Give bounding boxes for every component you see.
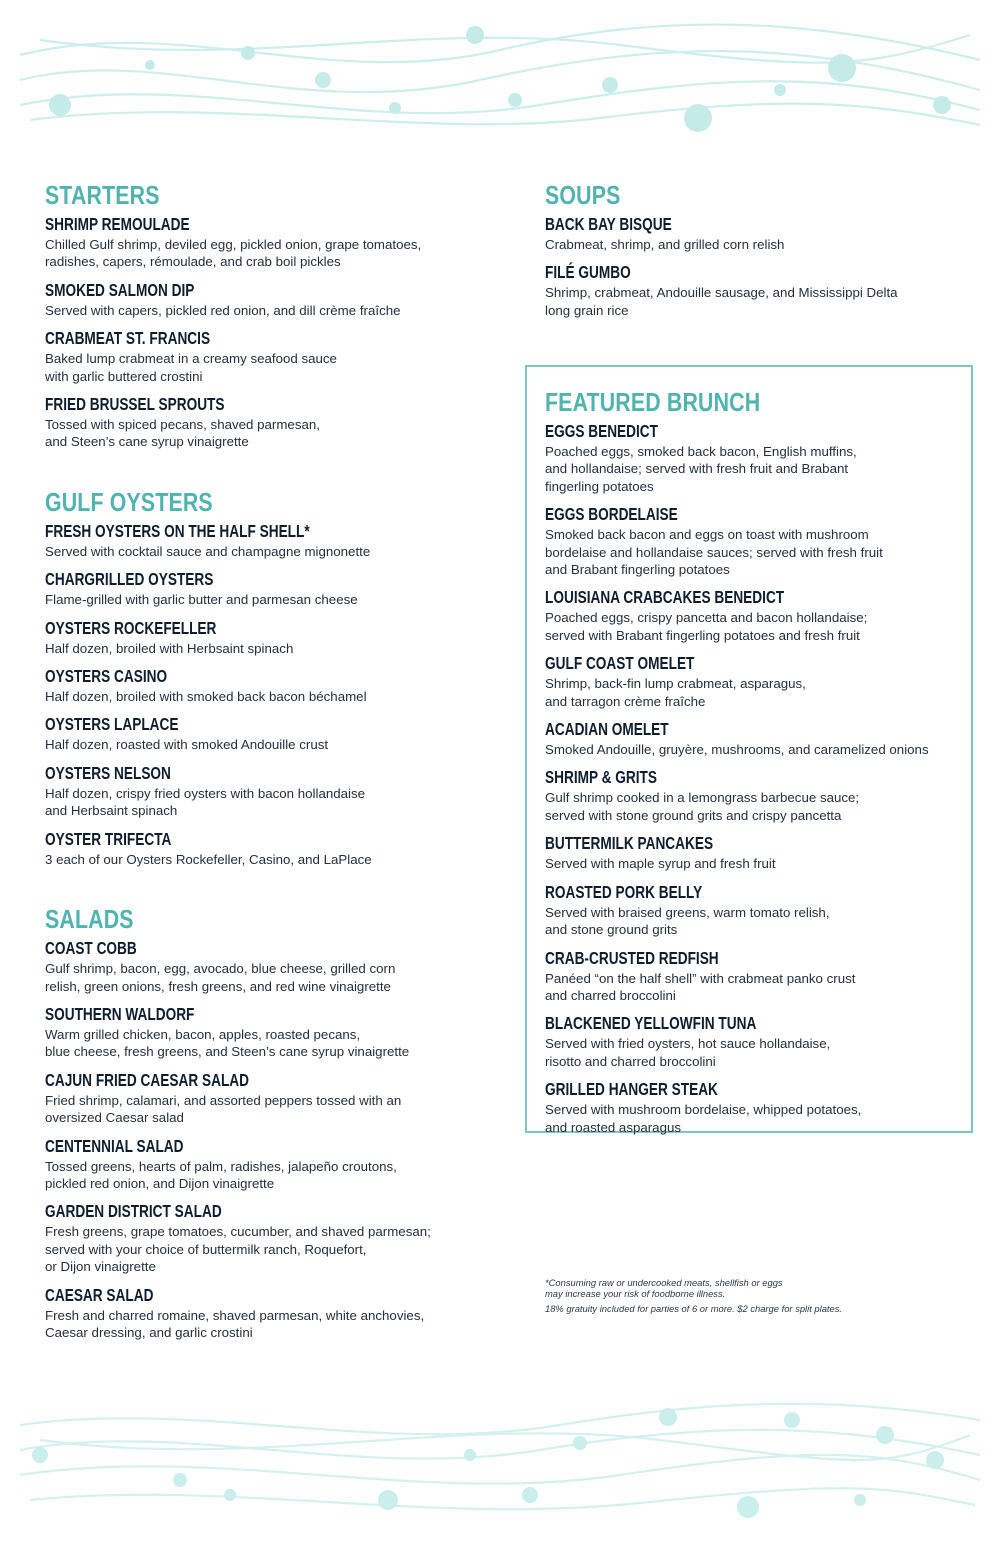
menu-item bbox=[45, 1004, 485, 1061]
item-name: CENTENNIAL SALAD bbox=[45, 1135, 184, 1156]
footnote bbox=[545, 1277, 965, 1318]
item-description: Baked lump crabmeat in a creamy seafood sauce with garlic buttered crostini bbox=[45, 351, 337, 384]
menu-item bbox=[45, 1285, 485, 1342]
item-name: ROASTED PORK BELLY bbox=[545, 881, 703, 902]
salads-section bbox=[45, 904, 485, 1341]
item-name: OYSTERS ROCKEFELLER bbox=[45, 617, 217, 638]
left-column bbox=[45, 180, 485, 1377]
menu-item bbox=[545, 719, 965, 758]
item-name: GRILLED HANGER STEAK bbox=[545, 1079, 718, 1100]
menu-item bbox=[45, 714, 485, 753]
item-description: Warm grilled chicken, bacon, apples, roasted pecans, blue cheese, fresh greens, and Steen’s cane syrup vinaigrette bbox=[45, 1026, 410, 1060]
item-name: EGGS BENEDICT bbox=[545, 421, 659, 441]
item-name: SMOKED SALMON DIP bbox=[45, 279, 195, 300]
section-title: SOUPS bbox=[545, 180, 621, 210]
item-name: FRESH OYSTERS ON THE HALF SHELL* bbox=[45, 520, 310, 541]
item-name: FILÉ GUMBO bbox=[545, 262, 631, 283]
menu-item bbox=[545, 882, 965, 939]
menu-item bbox=[545, 1013, 965, 1070]
item-description: Smoked back bacon and eggs on toast with mushroom bordelaise and hollandaise sauces; served with fresh fruit and Brabant fingerling potatoes bbox=[545, 527, 883, 578]
item-description: Half dozen, broiled with smoked back bacon béchamel bbox=[45, 689, 367, 705]
bottom-wave-decoration bbox=[0, 1395, 1000, 1535]
menu-item bbox=[45, 1201, 485, 1275]
item-name: OYSTERS NELSON bbox=[45, 762, 171, 783]
item-name: ACADIAN OMELET bbox=[545, 719, 669, 740]
item-name: BACK BAY BISQUE bbox=[545, 214, 672, 234]
menu-item bbox=[45, 569, 485, 608]
top-wave-decoration bbox=[0, 10, 1000, 145]
menu-item bbox=[45, 938, 485, 995]
menu-item bbox=[45, 618, 485, 657]
soups-section bbox=[545, 180, 955, 365]
menu-item bbox=[45, 394, 485, 451]
menu-item bbox=[545, 1079, 965, 1136]
item-name: OYSTER TRIFECTA bbox=[45, 828, 172, 849]
item-name: SHRIMP & GRITS bbox=[545, 767, 658, 788]
item-description: Shrimp, crabmeat, Andouille sausage, and Mississippi Delta long grain rice bbox=[545, 285, 898, 318]
item-name: CRABMEAT ST. FRANCIS bbox=[45, 328, 211, 349]
item-name: LOUISIANA CRABCAKES BENEDICT bbox=[545, 587, 785, 608]
gratuity-note: 18% gratuity included for parties of 6 or more. $2 charge for split plates. bbox=[545, 1303, 843, 1314]
menu-item bbox=[45, 1070, 485, 1127]
item-name: CAJUN FRIED CAESAR SALAD bbox=[45, 1069, 250, 1090]
item-description: Served with fried oysters, hot sauce hollandaise, risotto and charred broccolini bbox=[545, 1036, 831, 1069]
item-name: EGGS BORDELAISE bbox=[545, 504, 678, 525]
item-description: Smoked Andouille, gruyère, mushrooms, and caramelized onions bbox=[545, 742, 929, 758]
section-title: STARTERS bbox=[45, 180, 160, 210]
item-description: Chilled Gulf shrimp, deviled egg, pickled onion, grape tomatoes, radishes, capers, rémoulade, and crab boil pickles bbox=[45, 237, 422, 270]
item-description: Fresh greens, grape tomatoes, cucumber, and shaved parmesan; served with your choice of buttermilk ranch, Roquefort, or Dijon vinaigrette bbox=[45, 1224, 431, 1275]
item-description: Tossed greens, hearts of palm, radishes, jalapeño croutons, pickled red onion, and Dijon vinaigrette bbox=[45, 1158, 397, 1191]
item-description: Served with braised greens, warm tomato relish, and stone ground grits bbox=[545, 904, 830, 938]
consumption-warning: *Consuming raw or undercooked meats, shellfish or eggs may increase your risk of foodborne illness. bbox=[545, 1277, 783, 1299]
item-description: Gulf shrimp cooked in a lemongrass barbecue sauce; served with stone ground grits and crispy pancetta bbox=[545, 790, 860, 823]
item-description: Shrimp, back-fin lump crabmeat, asparagus, and tarragon crème fraîche bbox=[545, 676, 806, 709]
item-description: Served with mushroom bordelaise, whipped potatoes, and roasted asparagus bbox=[545, 1102, 862, 1135]
item-description: 3 each of our Oysters Rockefeller, Casino, and LaPlace bbox=[45, 851, 372, 867]
menu-item bbox=[545, 214, 955, 253]
section-title: SALADS bbox=[45, 904, 134, 935]
menu-item bbox=[545, 948, 965, 1005]
item-name: BUTTERMILK PANCAKES bbox=[545, 833, 714, 854]
featured-brunch-section bbox=[545, 387, 965, 1145]
item-description: Panéed “on the half shell” with crabmeat panko crust and charred broccolini bbox=[545, 970, 856, 1003]
section-title: FEATURED BRUNCH bbox=[545, 387, 761, 417]
item-description: Poached eggs, crispy pancetta and bacon hollandaise; served with Brabant fingerling potatoes and fresh fruit bbox=[545, 610, 868, 643]
menu-item bbox=[545, 504, 965, 578]
item-name: COAST COBB bbox=[45, 938, 137, 959]
item-description: Crabmeat, shrimp, and grilled corn relish bbox=[545, 237, 785, 252]
menu-item bbox=[545, 262, 955, 319]
menu-item bbox=[545, 833, 965, 872]
item-name: SOUTHERN WALDORF bbox=[45, 1003, 195, 1024]
item-description: Half dozen, crispy fried oysters with bacon hollandaise and Herbsaint spinach bbox=[45, 785, 366, 819]
section-title: GULF OYSTERS bbox=[45, 486, 213, 517]
item-description: Gulf shrimp, bacon, egg, avocado, blue cheese, grilled corn relish, green onions, fresh greens, and red wine vinaigrette bbox=[45, 961, 396, 994]
item-name: CHARGRILLED OYSTERS bbox=[45, 569, 214, 590]
menu-item bbox=[545, 653, 965, 710]
item-description: Half dozen, roasted with smoked Andouille crust bbox=[45, 737, 329, 753]
item-description: Fried shrimp, calamari, and assorted peppers tossed with an oversized Caesar salad bbox=[45, 1092, 402, 1126]
menu-item bbox=[45, 521, 485, 560]
item-description: Tossed with spiced pecans, shaved parmesan, and Steen’s cane syrup vinaigrette bbox=[45, 417, 320, 450]
item-name: GARDEN DISTRICT SALAD bbox=[45, 1201, 222, 1222]
item-description: Served with maple syrup and fresh fruit bbox=[545, 856, 776, 872]
menu-item bbox=[545, 587, 965, 644]
item-name: FRIED BRUSSEL SPROUTS bbox=[45, 394, 225, 415]
item-description: Flame-grilled with garlic butter and parmesan cheese bbox=[45, 592, 358, 608]
menu-item bbox=[45, 328, 485, 385]
item-name: SHRIMP REMOULADE bbox=[45, 214, 190, 234]
item-description: Half dozen, broiled with Herbsaint spinach bbox=[45, 640, 294, 656]
menu-item bbox=[545, 421, 965, 495]
item-description: Fresh and charred romaine, shaved parmesan, white anchovies, Caesar dressing, and garlic crostini bbox=[45, 1307, 425, 1340]
starters-section bbox=[45, 180, 485, 451]
menu-item bbox=[45, 214, 485, 271]
item-name: GULF COAST OMELET bbox=[545, 653, 695, 674]
item-name: CRAB-CRUSTED REDFISH bbox=[545, 947, 719, 968]
item-name: BLACKENED YELLOWFIN TUNA bbox=[545, 1013, 757, 1034]
menu-item bbox=[45, 829, 485, 868]
item-name: OYSTERS CASINO bbox=[45, 666, 168, 687]
item-description: Served with cocktail sauce and champagne mignonette bbox=[45, 543, 371, 559]
item-description: Poached eggs, smoked back bacon, English muffins, and hollandaise; served with fresh fruit and Brabant fingerling potatoes bbox=[545, 444, 857, 494]
item-description: Served with capers, pickled red onion, and dill crème fraîche bbox=[45, 302, 401, 318]
menu-item bbox=[45, 280, 485, 319]
item-name: CAESAR SALAD bbox=[45, 1284, 154, 1305]
item-name: OYSTERS LAPLACE bbox=[45, 714, 179, 735]
menu-item bbox=[45, 763, 485, 820]
gulf-oysters-section bbox=[45, 487, 485, 868]
menu-item bbox=[545, 767, 965, 824]
menu-item bbox=[45, 1136, 485, 1193]
menu-item bbox=[45, 666, 485, 705]
